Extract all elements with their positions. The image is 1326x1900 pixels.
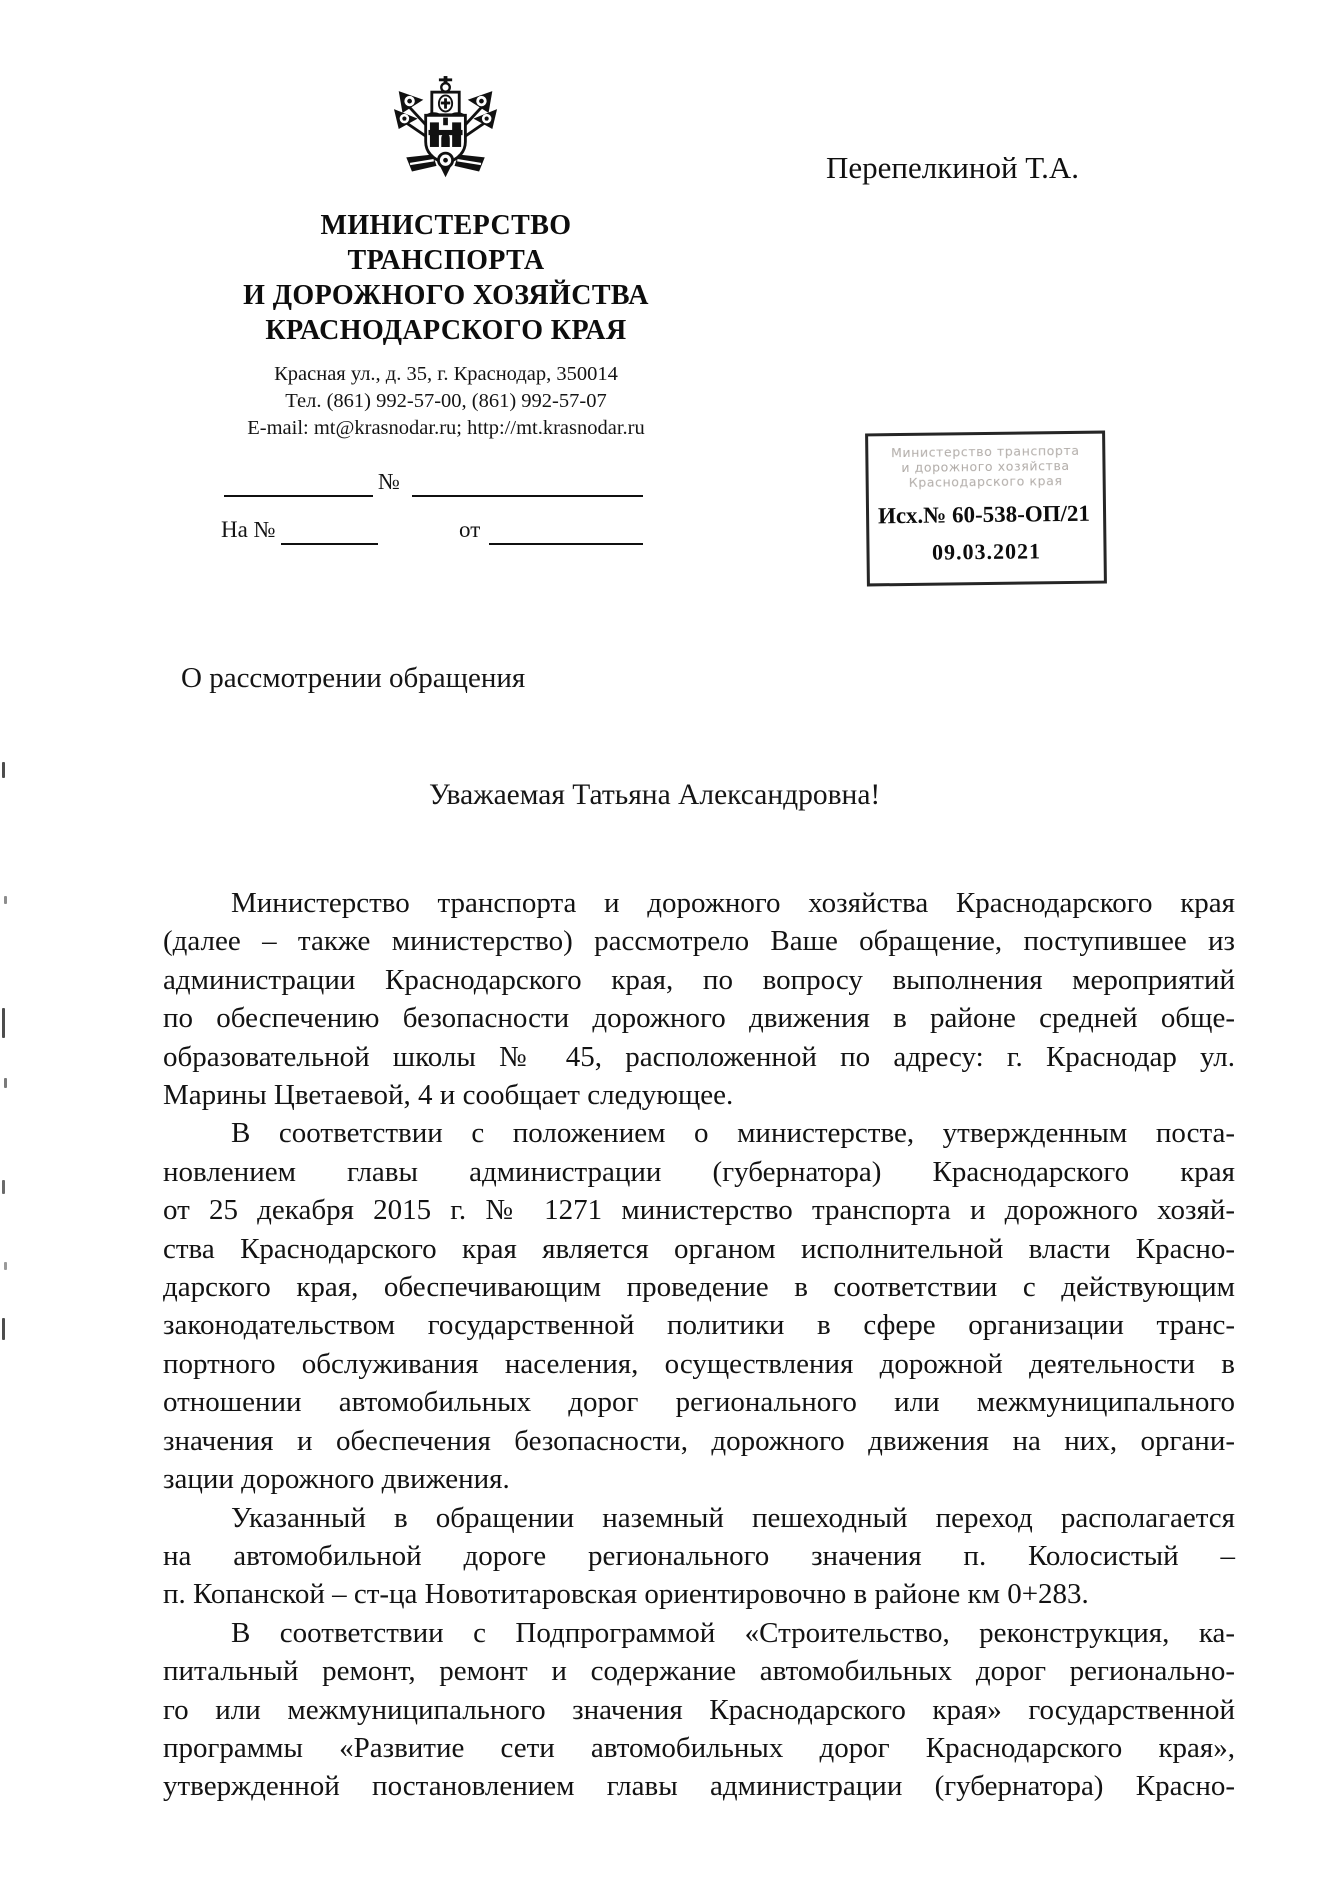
outgoing-number-blank-line xyxy=(412,471,643,497)
body-line: Марины Цветаевой, 4 и сообщает следующее. xyxy=(163,1079,734,1112)
body-line: программы «Развитие сети автомобильных дорог Краснодарского края», xyxy=(163,1731,1235,1764)
scan-artifact xyxy=(2,1318,5,1340)
stamp-faint-text xyxy=(868,443,1103,491)
body-line: Указанный в обращении наземный пешеходный переход располагается xyxy=(231,1501,1235,1534)
outgoing-date-blank-line xyxy=(224,471,373,497)
org-name-line: И ДОРОЖНОГО ХОЗЯЙСТВА xyxy=(243,280,649,311)
stamp-date: 09.03.2021 xyxy=(931,538,1042,565)
registration-stamp xyxy=(865,431,1107,587)
body-line: законодательством государственной политики в сфере организации транс- xyxy=(163,1309,1235,1342)
body-line: (далее – также министерство) рассмотрело Ваше обращение, поступившее из xyxy=(163,925,1235,958)
org-name xyxy=(166,208,726,348)
body-line: В соответствии с положением о министерстве, утвержденным поста- xyxy=(231,1117,1235,1150)
body-line: значения и обеспечения безопасности, дорожного движения на них, органи- xyxy=(163,1424,1235,1457)
body-line: Министерство транспорта и дорожного хозяйства Краснодарского края xyxy=(231,887,1235,919)
body-line: от 25 декабря 2015 г. № 1271 министерство транспорта и дорожного хозяй- xyxy=(163,1194,1235,1227)
body-line: образовательной школы № 45, расположенной по адресу: г. Краснодар ул. xyxy=(163,1040,1235,1073)
org-name-line: ТРАНСПОРТА xyxy=(347,245,545,276)
stamp-faint-line: и дорожного хозяйства xyxy=(901,457,1070,476)
body-line: дарского края, обеспечивающим проведение в соответствии с действующим xyxy=(163,1271,1235,1304)
body-line: администрации Краснодарского края, по вопросу выполнения мероприятий xyxy=(163,963,1235,996)
org-address-line: Красная ул., д. 35, г. Краснодар, 350014 xyxy=(274,363,618,385)
body-line: В соответствии с Подпрограммой «Строительство, реконструкция, ка- xyxy=(231,1616,1235,1649)
body-line: по обеспечению безопасности дорожного движения в районе средней обще- xyxy=(163,1002,1235,1035)
addressee-name: Перепелкиной Т.А. xyxy=(826,150,1080,185)
scan-artifact xyxy=(2,762,5,778)
org-phone-line: Тел. (861) 992-57-00, (861) 992-57-07 xyxy=(285,390,607,412)
number-sign-label: № xyxy=(378,469,400,494)
body-line: отношении автомобильных дорог регионального или межмуниципального xyxy=(163,1386,1235,1419)
body-line: питальный ремонт, ремонт и содержание автомобильных дорог регионально- xyxy=(163,1655,1235,1688)
scan-artifact xyxy=(2,1180,5,1194)
letter-salutation: Уважаемая Татьяна Александровна! xyxy=(429,779,881,811)
letter-subject: О рассмотрении обращения xyxy=(181,662,526,694)
body-line: на автомобильной дороге регионального значения п. Колосистый – xyxy=(163,1539,1235,1572)
reply-date-blank-line xyxy=(489,519,643,545)
scan-artifact xyxy=(4,896,7,904)
reply-to-number-label: На № xyxy=(221,517,276,542)
body-line: ства Краснодарского края является органом исполнительной власти Красно- xyxy=(163,1232,1235,1265)
scan-artifact xyxy=(4,1078,7,1088)
reply-number-blank-line xyxy=(281,519,378,545)
scan-artifact xyxy=(4,1262,7,1270)
org-name-line: МИНИСТЕРСТВО xyxy=(320,210,572,241)
body-line: утвержденной постановлением главы администрации (губернатора) Красно- xyxy=(163,1770,1235,1803)
stamp-outgoing-number: Исх.№ 60-538-ОП/21 xyxy=(877,500,1091,529)
body-line: портного обслуживания населения, осуществления дорожной деятельности в xyxy=(163,1347,1235,1380)
letter-body xyxy=(163,884,1235,1806)
reply-from-label: от xyxy=(459,517,481,542)
body-line: го или межмуниципального значения Краснодарского края» государственной xyxy=(163,1693,1235,1726)
org-name-line: КРАСНОДАРСКОГО КРАЯ xyxy=(265,315,627,346)
scan-artifact xyxy=(2,1008,5,1038)
stamp-faint-line: Министерство транспорта xyxy=(890,442,1080,461)
stamp-faint-line: Краснодарского края xyxy=(908,473,1063,490)
org-email-line: E-mail: mt@krasnodar.ru; http://mt.krasnodar.ru xyxy=(247,417,645,439)
body-line: зации дорожного движения. xyxy=(163,1463,510,1496)
body-line: новлением главы администрации (губернатора) Краснодарского края xyxy=(163,1155,1235,1188)
body-line: п. Копанской – ст-ца Новотитаровская ориентировочно в районе км 0+283. xyxy=(163,1578,1089,1611)
krasnodar-coat-of-arms-icon xyxy=(394,74,498,184)
org-contacts xyxy=(166,361,726,442)
letterhead xyxy=(166,74,726,442)
